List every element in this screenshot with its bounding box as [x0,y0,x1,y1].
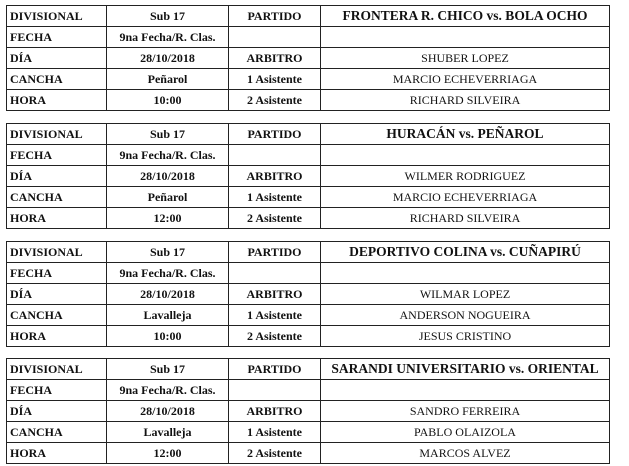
dia-value: 28/10/2018 [107,166,229,187]
divisional-label: DIVISIONAL [7,124,107,145]
category-value: Sub 17 [107,242,229,263]
hora-value: 12:00 [107,443,229,464]
empty-cell [229,263,321,284]
empty-cell [321,27,610,48]
arbitro-value: SANDRO FERREIRA [321,401,610,422]
dia-value: 28/10/2018 [107,401,229,422]
fecha-value: 9na Fecha/R. Clas. [107,27,229,48]
hora-value: 12:00 [107,208,229,229]
table-row [7,27,610,48]
cancha-value: Peñarol [107,69,229,90]
hora-value: 10:00 [107,90,229,111]
table-row [7,326,610,347]
asistente1-label: 1 Asistente [229,187,321,208]
table-row [7,443,610,464]
empty-cell [321,145,610,166]
fecha-value: 9na Fecha/R. Clas. [107,145,229,166]
table-row [7,145,610,166]
dia-label: DÍA [7,48,107,69]
match-title: FRONTERA R. CHICO vs. BOLA OCHO [321,6,610,27]
category-value: Sub 17 [107,359,229,380]
asistente2-value: JESUS CRISTINO [321,326,610,347]
arbitro-label: ARBITRO [229,48,321,69]
table-row [7,187,610,208]
arbitro-label: ARBITRO [229,401,321,422]
asistente2-label: 2 Asistente [229,326,321,347]
fecha-label: FECHA [7,27,107,48]
asistente1-label: 1 Asistente [229,305,321,326]
table-row [7,242,610,263]
cancha-label: CANCHA [7,305,107,326]
table-row [7,422,610,443]
hora-label: HORA [7,326,107,347]
asistente2-label: 2 Asistente [229,90,321,111]
dia-label: DÍA [7,166,107,187]
arbitro-value: WILMER RODRIGUEZ [321,166,610,187]
dia-value: 28/10/2018 [107,48,229,69]
hora-value: 10:00 [107,326,229,347]
empty-cell [229,27,321,48]
arbitro-value: WILMAR LOPEZ [321,284,610,305]
fecha-label: FECHA [7,145,107,166]
asistente2-value: RICHARD SILVEIRA [321,208,610,229]
table-row [7,6,610,27]
fecha-label: FECHA [7,380,107,401]
empty-cell [229,380,321,401]
arbitro-label: ARBITRO [229,284,321,305]
match-title: SARANDI UNIVERSITARIO vs. ORIENTAL [321,359,610,380]
table-row [7,359,610,380]
cancha-value: Lavalleja [107,422,229,443]
table-row [7,166,610,187]
cancha-value: Peñarol [107,187,229,208]
asistente2-value: MARCOS ALVEZ [321,443,610,464]
arbitro-label: ARBITRO [229,166,321,187]
empty-cell [229,145,321,166]
divisional-label: DIVISIONAL [7,242,107,263]
dia-label: DÍA [7,284,107,305]
table-row [7,380,610,401]
table-row [7,263,610,284]
asistente1-value: MARCIO ECHEVERRIAGA [321,187,610,208]
empty-cell [321,380,610,401]
table-row [7,69,610,90]
hora-label: HORA [7,443,107,464]
match-table-3 [6,241,610,347]
dia-value: 28/10/2018 [107,284,229,305]
asistente1-value: PABLO OLAIZOLA [321,422,610,443]
cancha-value: Lavalleja [107,305,229,326]
partido-label: PARTIDO [229,124,321,145]
match-table-1 [6,5,610,111]
empty-cell [321,263,610,284]
hora-label: HORA [7,208,107,229]
divisional-label: DIVISIONAL [7,6,107,27]
table-row [7,208,610,229]
cancha-label: CANCHA [7,422,107,443]
partido-label: PARTIDO [229,359,321,380]
partido-label: PARTIDO [229,6,321,27]
divisional-label: DIVISIONAL [7,359,107,380]
arbitro-value: SHUBER LOPEZ [321,48,610,69]
dia-label: DÍA [7,401,107,422]
fecha-value: 9na Fecha/R. Clas. [107,263,229,284]
asistente2-label: 2 Asistente [229,443,321,464]
table-row [7,401,610,422]
match-table-2 [6,123,610,229]
fecha-value: 9na Fecha/R. Clas. [107,380,229,401]
hora-label: HORA [7,90,107,111]
asistente1-label: 1 Asistente [229,69,321,90]
asistente2-value: RICHARD SILVEIRA [321,90,610,111]
table-row [7,90,610,111]
cancha-label: CANCHA [7,187,107,208]
partido-label: PARTIDO [229,242,321,263]
category-value: Sub 17 [107,124,229,145]
asistente1-label: 1 Asistente [229,422,321,443]
table-row [7,48,610,69]
match-title: DEPORTIVO COLINA vs. CUÑAPIRÚ [321,242,610,263]
cancha-label: CANCHA [7,69,107,90]
asistente1-value: MARCIO ECHEVERRIAGA [321,69,610,90]
fecha-label: FECHA [7,263,107,284]
asistente1-value: ANDERSON NOGUEIRA [321,305,610,326]
table-row [7,124,610,145]
match-table-4 [6,358,610,464]
table-row [7,305,610,326]
match-title: HURACÁN vs. PEÑAROL [321,124,610,145]
category-value: Sub 17 [107,6,229,27]
table-row [7,284,610,305]
asistente2-label: 2 Asistente [229,208,321,229]
